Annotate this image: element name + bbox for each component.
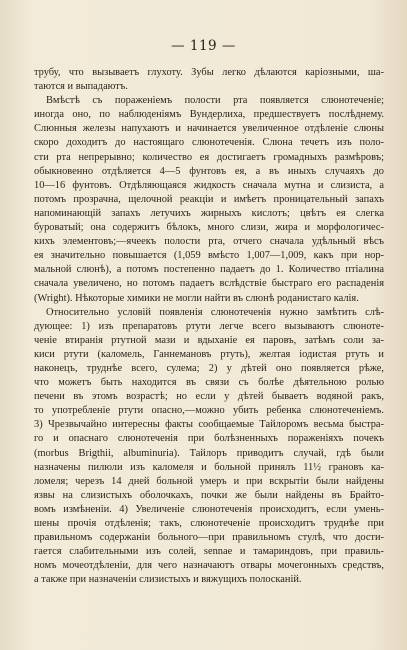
text-line: печени въ этомъ возрастѣ; но если у дѣтей бываетъ водяной ракъ, [34, 391, 384, 403]
text-line: обыкновенно отдѣляется 4—5 фунтовъ ея, а въ иныхъ случаяхъ до [34, 165, 384, 177]
text-line: скоро доходитъ до настоящаго слюнотеченія. Слюна течетъ изъ поло- [34, 137, 384, 149]
text-line: гается слабительными изъ солей, sennae и тамариндовъ, при правиль- [34, 546, 384, 558]
text-line: (Wright). Нѣкоторые химики не могли найти въ слюнѣ роданистаго калія. [34, 292, 359, 304]
text-line: потомъ прозрачна, щелочной реакціи и имѣетъ проницательный запахъ [34, 193, 384, 205]
text-line: киси ртути (каломель, Ганнемановъ ртуть), желтая іодистая ртуть и [34, 348, 384, 360]
text-line: кихъ элементовъ;—ячеекъ полости рта, отчего сначала удѣльный вѣсъ [34, 236, 384, 248]
text-line: сти рта непрерывно; количество ея достигаетъ громадныхъ размѣровъ; [34, 151, 384, 163]
text-line: назначены пилюли изъ каломеля и больной принялъ 11½ грановъ ка- [34, 461, 384, 473]
text-line: вомъ измѣненіи. 4) Увеличеніе слюнотеченія происходитъ, если умень- [34, 503, 384, 515]
text-line: напоминающій запахъ летучихъ жирныхъ кислотъ; цвѣтъ ея слегка [34, 207, 384, 219]
text-line: Вмѣстѣ съ пораженіемъ полости рта появляется слюнотеченіе; [46, 95, 384, 107]
text-line: 3) Чрезвычайно интересны факты сообщаемые Тайлоромъ весьма быстра- [34, 419, 384, 431]
text-line: таются и выпадаютъ. [34, 81, 128, 93]
text-line: правильномъ содержаніи больного—при правильномъ стулѣ, что дости- [34, 532, 384, 544]
text-line: то употребленіе ртути опасно,—можно убить ребенка слюнотеченіемъ. [34, 405, 384, 417]
text-line: Слюнныя железы напухаютъ и начинается увеличенное отдѣленіе слюны [34, 123, 384, 135]
text-line: ломеля; черезъ 14 дней больной умеръ и при вскрытіи были найдены [34, 475, 384, 487]
text-line: ченіе втиранія ртутной мази и вдыханіе ея паровъ, затѣмъ соли за- [34, 334, 384, 346]
text-line: шены прочія отдѣленія; такъ, слюнотеченіе происходитъ труднѣе при [34, 518, 384, 529]
text-line: Относительно условій появленія слюнотеченія нужно замѣтить слѣ- [46, 306, 384, 318]
text-line: дующее: 1) изъ препаратовъ ртути легче всего вызываютъ слюноте- [34, 320, 384, 332]
text-line: трубу, что вызываетъ глухоту. Зубы легко дѣлаются каріозными, ша- [34, 67, 384, 78]
text-line: ея значительно повышается (1,059 вмѣсто 1,007—1,009, какъ при нор- [34, 250, 384, 262]
text-line: номъ мочеотдѣленіи, для чего назначаютъ отвары мочегонныхъ средствъ, [34, 560, 384, 572]
text-line: мальной слюнѣ), а потомъ постепенно падаетъ до 1. Количество птіалина [34, 264, 384, 276]
text-line: (morbus Brigthii, albuminuria). Тайлоръ приводитъ случай, гдѣ были [34, 447, 384, 459]
text-line: 10—16 фунтовъ. Отдѣляющаяся жидкость сначала мутна и слизиста, а [34, 179, 384, 191]
text-line: что можетъ быть находится въ связи съ болѣе дѣятельною ролью [34, 377, 384, 389]
text-line: иногда оно, по наблюденіямъ Вундерлиха, предшествуетъ послѣднему. [34, 109, 384, 121]
text-line: буроватый; она содержитъ бѣлокъ, много слизи, жира и морфологичес- [34, 222, 384, 234]
text-line: а также при назначеніи слизистыхъ и вяжущихъ полосканій. [34, 574, 302, 586]
text-line: язвы на слизистыхъ оболочкахъ, почки же были найдены въ Брайто- [34, 489, 384, 501]
text-line: сначала увеличено, но потомъ падаетъ вслѣдствіе быстраго его распаденія [34, 278, 384, 290]
page-number: — 119 — [171, 38, 236, 54]
page-body-text [34, 66, 384, 587]
text-line: наконецъ, труднѣе всего, сулема; 2) у дѣтей оно появляется рѣже, [34, 362, 384, 374]
text-line: го и опаснаго слюнотеченія при болѣзненныхъ пораженіяхъ почекъ [34, 433, 384, 445]
